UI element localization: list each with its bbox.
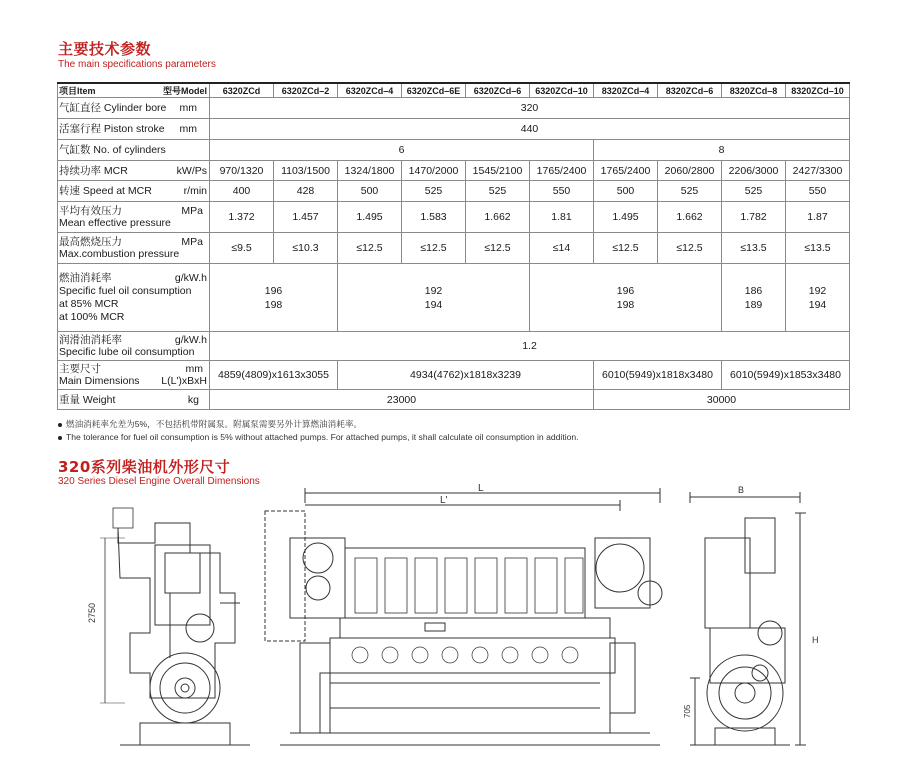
bore-unit: mm xyxy=(179,102,197,114)
speed-label: 转速 Speed at MCR xyxy=(59,185,152,197)
sfoc-group-3 xyxy=(530,264,722,332)
weight-6: 23000 xyxy=(210,390,594,410)
speed-value: 500 xyxy=(594,181,658,202)
model-header: 8320ZCd–8 xyxy=(722,83,786,98)
mcr-value: 970/1320 xyxy=(210,161,274,181)
lube-row xyxy=(58,332,850,361)
height-705-label: 705 xyxy=(683,704,692,718)
mep-value: 1.495 xyxy=(594,202,658,233)
speed-value: 400 xyxy=(210,181,274,202)
mcr-label: 持续功率 MCR xyxy=(59,164,128,177)
spec-title-en: The main specifications parameters xyxy=(58,59,216,70)
bore-value: 320 xyxy=(210,98,850,119)
note-en xyxy=(58,432,579,442)
side-view xyxy=(265,483,662,745)
mcr-row xyxy=(58,161,850,181)
mcr-value: 1765/2400 xyxy=(594,161,658,181)
speed-value: 525 xyxy=(658,181,722,202)
mep-value: 1.457 xyxy=(274,202,338,233)
spec-title-cn: 主要技术参数 xyxy=(58,40,152,58)
engine-drawing xyxy=(0,483,900,783)
dims-value-2: 4934(4762)x1818x3239 xyxy=(338,361,594,390)
cylinders-label: 气缸数 No. of cylinders xyxy=(58,140,210,161)
model-header: 6320ZCd–10 xyxy=(530,83,594,98)
model-header: 6320ZCd xyxy=(210,83,274,98)
dims-label-cell xyxy=(58,361,210,390)
lube-label-cell xyxy=(58,332,210,361)
sfoc-label-cell xyxy=(58,264,210,332)
length-Lprime-label: L' xyxy=(440,495,448,506)
model-header: 6320ZCd–6 xyxy=(466,83,530,98)
mep-unit: MPa xyxy=(181,205,203,217)
pmax-value: ≤12.5 xyxy=(594,233,658,264)
mep-value: 1.782 xyxy=(722,202,786,233)
mep-value: 1.583 xyxy=(402,202,466,233)
stroke-value: 440 xyxy=(210,119,850,140)
speed-unit: r/min xyxy=(183,185,207,197)
height-H-label: H xyxy=(812,635,819,645)
sfoc-85: 186 xyxy=(744,284,763,297)
pmax-value: ≤12.5 xyxy=(338,233,402,264)
dimension-title-en: 320 Series Diesel Engine Overall Dimensions xyxy=(58,476,260,487)
pmax-unit: MPa xyxy=(181,236,203,248)
pmax-row xyxy=(58,233,850,264)
model-header: 6320ZCd–4 xyxy=(338,83,402,98)
right-end-view xyxy=(683,485,819,745)
speed-label-cell xyxy=(58,181,210,202)
weight-label: 重量 Weight xyxy=(59,393,116,406)
sfoc-100: 189 xyxy=(744,298,763,311)
sfoc-unit: g/kW.h xyxy=(174,271,207,284)
speed-value: 525 xyxy=(722,181,786,202)
dims-value-3: 6010(5949)x1818x3480 xyxy=(594,361,722,390)
height-2750-label: 2750 xyxy=(87,602,97,623)
sfoc-85: 192 xyxy=(424,284,443,297)
sfoc-100: 198 xyxy=(616,298,635,311)
sfoc-85: 196 xyxy=(264,284,283,297)
sfoc-100: 194 xyxy=(424,298,443,311)
mep-row xyxy=(58,202,850,233)
lube-unit: g/kW.h xyxy=(174,334,207,346)
mep-value: 1.495 xyxy=(338,202,402,233)
weight-row xyxy=(58,390,850,410)
dims-label-cn: 主要尺寸 xyxy=(59,363,101,375)
mep-label-cn: 平均有效压力 xyxy=(59,205,122,217)
mcr-value: 2060/2800 xyxy=(658,161,722,181)
mcr-unit: kW/Ps xyxy=(176,164,207,177)
speed-value: 550 xyxy=(530,181,594,202)
sfoc-label-en3: at 100% MCR xyxy=(59,310,125,323)
model-header: 8320ZCd–10 xyxy=(786,83,850,98)
speed-value: 428 xyxy=(274,181,338,202)
dims-row xyxy=(58,361,850,390)
sfoc-group-5 xyxy=(786,264,850,332)
sfoc-label-cn: 燃油消耗率 xyxy=(59,271,112,284)
sfoc-group-1 xyxy=(210,264,338,332)
lube-value: 1.2 xyxy=(210,332,850,361)
mcr-value: 2427/3300 xyxy=(786,161,850,181)
mep-value: 1.662 xyxy=(658,202,722,233)
mep-value: 1.372 xyxy=(210,202,274,233)
dims-unit2: L(L')xBxH xyxy=(161,375,207,387)
pmax-label-cell xyxy=(58,233,210,264)
pmax-value: ≤9.5 xyxy=(210,233,274,264)
lube-label-cn: 润滑油消耗率 xyxy=(59,334,122,346)
stroke-unit: mm xyxy=(179,123,197,135)
mep-value: 1.81 xyxy=(530,202,594,233)
pmax-value: ≤10.3 xyxy=(274,233,338,264)
sfoc-label-en2: at 85% MCR xyxy=(59,297,119,310)
header-item-cell xyxy=(58,83,210,98)
mcr-label-cell xyxy=(58,161,210,181)
note-cn-text: 燃油消耗率允差为5%，不包括机带附属泵。附属泵需要另外计算燃油消耗率。 xyxy=(66,419,363,429)
left-end-view xyxy=(87,508,250,745)
sfoc-group-2 xyxy=(338,264,530,332)
mcr-value: 1470/2000 xyxy=(402,161,466,181)
stroke-row xyxy=(58,119,850,140)
lube-label-en: Specific lube oil consumption xyxy=(59,346,195,358)
bullet-icon xyxy=(58,423,62,427)
pmax-value: ≤13.5 xyxy=(722,233,786,264)
pmax-label-en: Max.combustion pressure xyxy=(59,248,180,260)
sfoc-85: 192 xyxy=(808,284,827,297)
header-row xyxy=(58,83,850,98)
stroke-label-cell xyxy=(58,119,210,140)
length-L-label: L xyxy=(478,483,484,494)
mep-value: 1.662 xyxy=(466,202,530,233)
mep-value: 1.87 xyxy=(786,202,850,233)
speed-value: 500 xyxy=(338,181,402,202)
sfoc-100: 194 xyxy=(808,298,827,311)
mcr-value: 1545/2100 xyxy=(466,161,530,181)
model-label: 型号Model xyxy=(163,85,207,96)
speed-row xyxy=(58,181,850,202)
sfoc-label-en1: Specific fuel oil consumption xyxy=(59,284,192,297)
cylinders-6: 6 xyxy=(210,140,594,161)
sfoc-85: 196 xyxy=(616,284,635,297)
dims-unit: mm xyxy=(185,363,203,375)
weight-8: 30000 xyxy=(594,390,850,410)
cylinders-row xyxy=(58,140,850,161)
note-cn xyxy=(58,418,362,430)
mcr-value: 2206/3000 xyxy=(722,161,786,181)
speed-value: 550 xyxy=(786,181,850,202)
dims-value-4: 6010(5949)x1853x3480 xyxy=(722,361,850,390)
stroke-label: 活塞行程 Piston stroke xyxy=(59,123,165,135)
speed-value: 525 xyxy=(402,181,466,202)
mcr-value: 1324/1800 xyxy=(338,161,402,181)
weight-unit: kg xyxy=(187,393,199,406)
mep-label-cell xyxy=(58,202,210,233)
spec-table xyxy=(57,82,850,410)
dims-value-1: 4859(4809)x1613x3055 xyxy=(210,361,338,390)
pmax-value: ≤12.5 xyxy=(402,233,466,264)
dims-label-en: Main Dimensions xyxy=(59,375,140,387)
note-en-text: The tolerance for fuel oil consumption is 5% without attached pumps. For attached pumps, it shall calculate oil consumption in addition. xyxy=(66,432,579,442)
bore-row xyxy=(58,98,850,119)
pmax-value: ≤14 xyxy=(530,233,594,264)
pmax-value: ≤12.5 xyxy=(466,233,530,264)
width-B-label: B xyxy=(738,485,745,495)
speed-value: 525 xyxy=(466,181,530,202)
weight-label-cell xyxy=(58,390,210,410)
cylinders-8: 8 xyxy=(594,140,850,161)
model-header: 8320ZCd–4 xyxy=(594,83,658,98)
pmax-label-cn: 最高燃烧压力 xyxy=(59,236,122,248)
bullet-icon xyxy=(58,436,62,440)
pmax-value: ≤13.5 xyxy=(786,233,850,264)
mep-label-en: Mean effective pressure xyxy=(59,217,171,229)
pmax-value: ≤12.5 xyxy=(658,233,722,264)
item-label: 项目Item xyxy=(59,85,96,96)
model-header: 6320ZCd–6E xyxy=(402,83,466,98)
sfoc-100: 198 xyxy=(264,298,283,311)
sfoc-group-4 xyxy=(722,264,786,332)
bore-label: 气缸直径 Cylinder bore xyxy=(59,102,167,114)
mcr-value: 1103/1500 xyxy=(274,161,338,181)
dimension-title-cn: 320系列柴油机外形尺寸 xyxy=(58,458,231,476)
model-header: 6320ZCd–2 xyxy=(274,83,338,98)
sfoc-row xyxy=(58,264,850,332)
bore-label-cell xyxy=(58,98,210,119)
mcr-value: 1765/2400 xyxy=(530,161,594,181)
model-header: 8320ZCd–6 xyxy=(658,83,722,98)
